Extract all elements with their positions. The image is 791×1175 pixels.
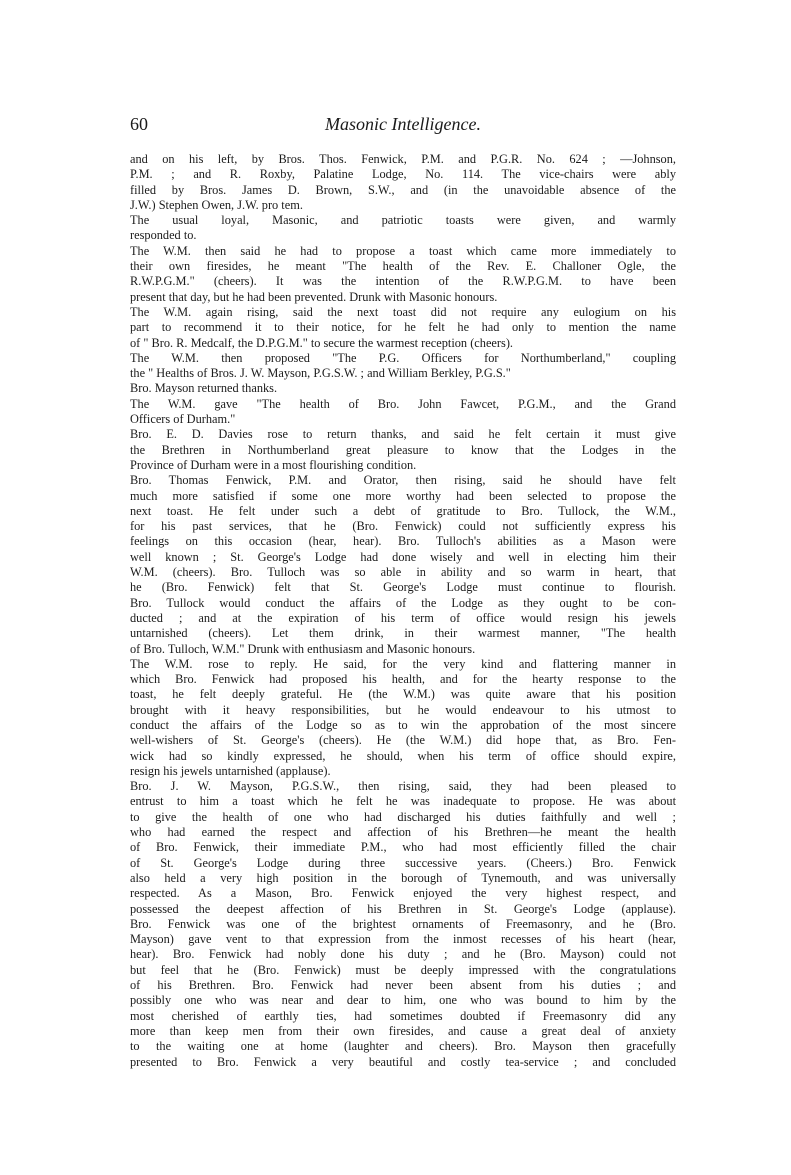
text-line: most cherished of earthly ties, had sometimes doubted if Freemasonry did any [130,1008,676,1023]
text-line: but feel that he (Bro. Fenwick) must be deeply impressed with the congratulations [130,962,676,977]
text-line: Bro. Thomas Fenwick, P.M. and Orator, then rising, said he should have felt [130,473,676,488]
text-line: of Bro. Fenwick, their immediate P.M., who had most efficiently filled the chair [130,840,676,855]
text-line: next toast. He felt under such a debt of gratitude to Bro. Tullock, the W.M., [130,503,676,518]
text-line: Bro. E. D. Davies rose to return thanks, and said he felt certain it must give [130,427,676,442]
paragraph [130,473,676,657]
text-line: entrust to him a toast which he felt he was inadequate to propose. He was about [130,794,676,809]
text-line: Province of Durham were in a most flourishing condition. [130,457,417,472]
text-line: Bro. J. W. Mayson, P.G.S.W., then rising, said, they had been pleased to [130,779,676,794]
text-line: of his Brethren. Bro. Fenwick had never been absent from his duties ; and [130,978,676,993]
text-line: more than keep men from their own firesides, and cause a great deal of anxiety [130,1023,676,1038]
text-line: feelings on this occasion (hear, hear). Bro. Tulloch's abilities as a Mason were [130,534,676,549]
text-line: the Brethren in Northumberland great pleasure to know that the Lodges in the [130,442,676,457]
text-line: of Bro. Tulloch, W.M." Drunk with enthusiasm and Masonic honours. [130,641,476,656]
text-line: to the waiting one at home (laughter and cheers). Bro. Mayson then gracefully [130,1039,676,1054]
text-line: W.M. (cheers). Bro. Tulloch was so able in ability and so warm in heart, that [130,565,676,580]
paragraph [130,305,676,351]
text-line: wick had so kindly expressed, he should, when his term of office should expire, [130,748,676,763]
text-line: Bro. Tullock would conduct the affairs of the Lodge as they ought to be con- [130,595,676,610]
text-line: Officers of Durham." [130,412,236,427]
text-line: respected. As a Mason, Bro. Fenwick enjoyed the very highest respect, and [130,886,676,901]
text-line: resign his jewels untarnished (applause). [130,763,331,778]
text-line: their own firesides, he meant "The health of the Rev. E. Challoner Ogle, the [130,259,676,274]
paragraph [130,244,676,305]
paragraph [130,779,676,1070]
paragraph [130,381,676,396]
paragraph [130,213,676,244]
text-line: of St. George's Lodge during three successive years. (Cheers.) Bro. Fenwick [130,855,676,870]
text-line: Bro. Mayson returned thanks. [130,381,278,396]
text-line: for his past services, that he (Bro. Fenwick) could not sufficiently express his [130,519,676,534]
paragraph [130,152,676,213]
text-line: much more satisfied if some one more worthy had been selected to propose the [130,488,676,503]
text-line: well-wishers of St. George's (cheers). He (the W.M.) did hope that, as Bro. Fen- [130,733,676,748]
text-line: present that day, but he had been prevented. Drunk with Masonic honours. [130,289,498,304]
text-line: J.W.) Stephen Owen, J.W. pro tem. [130,197,303,212]
text-line: R.W.P.G.M." (cheers). It was the intention of the R.W.P.G.M. to have been [130,274,676,289]
text-line: untarnished (cheers). Let them drink, in their warmest manner, "The health [130,626,676,641]
text-line: who had earned the respect and affection of his Brethren—he meant the health [130,825,676,840]
text-line: The W.M. rose to reply. He said, for the very kind and flattering manner in [130,656,676,671]
text-line: of " Bro. R. Medcalf, the D.P.G.M." to secure the warmest reception (cheers). [130,335,514,350]
text-line: filled by Bros. James D. Brown, S.W., and (in the unavoidable absence of the [130,182,676,197]
paragraph [130,427,676,473]
text-line: part to recommend it to their notice, for he felt he had only to mention the name [130,320,676,335]
text-line: and on his left, by Bros. Thos. Fenwick, P.M. and P.G.R. No. 624 ; —Johnson, [130,152,676,166]
text-line: possibly one who was near and dear to him, one who was bound to him by the [130,993,676,1008]
text-line: well known ; St. George's Lodge had done wisely and well in electing him their [130,549,676,564]
text-line: brought with it heavy responsibilities, but he would endeavour to his utmost to [130,702,676,717]
text-line: responded to. [130,228,197,243]
text-line: The W.M. gave "The health of Bro. John Fawcet, P.G.M., and the Grand [130,396,676,411]
text-line: ducted ; and at the expiration of his term of office would resign his jewels [130,610,676,625]
text-line: The W.M. again rising, said the next toast did not require any eulogium on his [130,304,676,319]
text-line: P.M. ; and R. Roxby, Palatine Lodge, No. 114. The vice-chairs were ably [130,167,676,182]
text-line: presented to Bro. Fenwick a very beautiful and costly tea-service ; and concluded [130,1054,676,1069]
page-header [130,114,676,140]
text-line: Bro. Fenwick was one of the brightest ornaments of Freemasonry, and he (Bro. [130,916,676,931]
text-line: hear). Bro. Fenwick had nobly done his duty ; and he (Bro. Mayson) could not [130,947,676,962]
text-line: also held a very high position in the borough of Tynemouth, and was universally [130,870,676,885]
running-title: Masonic Intelligence. [325,114,481,134]
text-line: toast, he felt deeply grateful. He (the W.M.) was quite aware that his position [130,687,676,702]
text-line: he (Bro. Fenwick) felt that St. George's Lodge must continue to flourish. [130,580,676,595]
text-line: The W.M. then said he had to propose a toast which came more immediately to [130,243,676,258]
page-number: 60 [130,114,148,134]
article-body [130,152,676,1070]
text-line: the " Healths of Bros. J. W. Mayson, P.G.S.W. ; and William Berkley, P.G.S." [130,366,511,381]
paragraph [130,397,676,428]
text-line: which Bro. Fenwick had proposed his health, and for the hearty response to the [130,672,676,687]
paragraph [130,351,676,382]
text-line: conduct the affairs of the Lodge so as to win the approbation of the most sincere [130,717,676,732]
paragraph [130,657,676,779]
text-line: The W.M. then proposed "The P.G. Officers for Northumberland," coupling [130,350,676,365]
text-line: Mayson) gave vent to that expression from the inmost recesses of his heart (hear, [130,932,676,947]
text-line: to give the health of one who had discharged his duties faithfully and well ; [130,809,676,824]
text-line: possessed the deepest affection of his Brethren in St. George's Lodge (applause). [130,901,676,916]
text-line: The usual loyal, Masonic, and patriotic toasts were given, and warmly [130,213,676,228]
